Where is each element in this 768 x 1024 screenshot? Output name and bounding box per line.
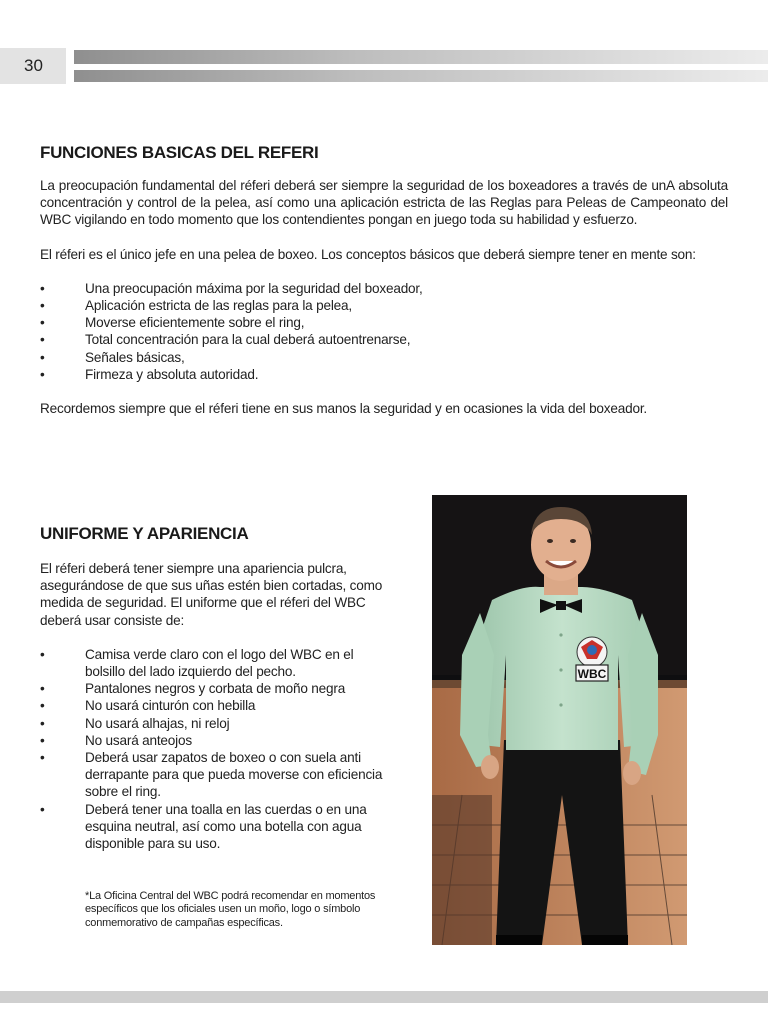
bullet-symbol: • [40, 732, 45, 748]
photo-floor [432, 795, 492, 945]
section-title-funciones: FUNCIONES BASICAS DEL REFERI [40, 143, 319, 162]
shirt-button [559, 668, 562, 671]
paragraph-preocupacion: La preocupación fundamental del réferi deberá ser siempre la seguridad de los boxeadores a través de unA absoluta concentración y control de la pelea, así como una aplicación estricta de las Reglas para Peleas de Campeonato del WBC vigilando en todo momento que los contendientes pongan en juego toda su habilidad y esfuerzo. [40, 178, 728, 228]
list-item [40, 366, 728, 383]
list-item [40, 314, 728, 331]
shirt-button [559, 633, 562, 636]
list-item-text: Señales básicas, [85, 349, 185, 365]
section-title-uniforme: UNIFORME Y APARIENCIA [40, 524, 249, 543]
list-item [40, 680, 390, 697]
section-uniforme [40, 524, 390, 852]
bullet-symbol: • [40, 750, 45, 766]
list-item-text: Deberá tener una toalla en las cuerdas o en una esquina neutral, así como una botella con agua disponible para su uso. [85, 801, 367, 852]
list-item-text: No usará cinturón con hebilla [85, 698, 256, 714]
list-item-text: Total concentración para la cual deberá autoentrenarse, [85, 332, 411, 348]
list-item [40, 646, 390, 680]
bullet-symbol: • [40, 298, 45, 314]
bullet-symbol: • [40, 681, 45, 697]
shirt-button [559, 703, 562, 706]
paragraph-recordemos: Recordemos siempre que el réferi tiene en sus manos la seguridad y en ocasiones la vida del boxeador. [40, 401, 647, 417]
list-item [40, 732, 390, 749]
list-item [40, 801, 390, 853]
list-item-text: Una preocupación máxima por la seguridad del boxeador, [85, 280, 423, 296]
page-number: 30 [0, 48, 66, 84]
referee-right-hand [623, 761, 641, 785]
bullet-symbol: • [40, 715, 45, 731]
referee-right-eye [570, 539, 576, 543]
bullet-symbol: • [40, 698, 45, 714]
bullet-symbol: • [40, 646, 45, 662]
list-item-text: No usará alhajas, ni reloj [85, 715, 230, 731]
list-item-text: Firmeza y absoluta autoridad. [85, 366, 259, 382]
bullet-list-uniforme [40, 646, 390, 852]
bullet-symbol: • [40, 280, 45, 296]
list-item [40, 715, 390, 732]
header-stripe-bottom [74, 70, 768, 82]
list-item-text: No usará anteojos [85, 732, 192, 748]
list-item-text: Moverse eficientemente sobre el ring, [85, 315, 305, 331]
paragraph-apariencia: El réferi deberá tener siempre una apariencia pulcra, asegurándose de que sus uñas estén bien cortadas, como medida de seguridad. El uniforme que el réferi del WBC deberá usar consiste de: [40, 561, 383, 628]
list-item [40, 331, 728, 348]
referee-left-eye [547, 539, 553, 543]
list-item [40, 697, 390, 714]
list-item [40, 349, 728, 366]
bullet-symbol: • [40, 332, 45, 348]
wbc-logo-text: WBC [577, 667, 607, 681]
bullet-symbol: • [40, 801, 45, 817]
wbc-logo-icon [576, 637, 608, 681]
paragraph-jefe: El réferi es el único jefe en una pelea de boxeo. Los conceptos básicos que deberá siempre tener en mente son: [40, 246, 696, 262]
referee-bow-tie-knot [556, 601, 566, 610]
referee-left-shoe [496, 935, 542, 945]
list-item [40, 280, 728, 297]
list-item-text: Pantalones negros y corbata de moño negra [85, 681, 346, 697]
referee-left-hand [481, 755, 499, 779]
footnote-wbc: *La Oficina Central del WBC podrá recomendar en momentos específicos que los oficiales usen un moño, logo o símbolo conmemorativo de campañas específicas. [85, 890, 376, 929]
list-item [40, 297, 728, 314]
bullet-list-conceptos [40, 280, 728, 383]
list-item-text: Deberá usar zapatos de boxeo o con suela anti derrapante para que pueda moverse con eficiencia sobre el ring. [85, 750, 383, 800]
referee-photo [432, 495, 687, 945]
list-item-text: Aplicación estricta de las reglas para la pelea, [85, 298, 352, 314]
list-item [40, 749, 390, 801]
bullet-symbol: • [40, 366, 45, 382]
list-item-text: Camisa verde claro con el logo del WBC en el bolsillo del lado izquierdo del pecho. [85, 646, 354, 680]
bullet-symbol: • [40, 349, 45, 365]
header-stripe-top [74, 50, 768, 64]
referee-right-shoe [582, 935, 628, 945]
section-funciones [40, 143, 728, 417]
bullet-symbol: • [40, 315, 45, 331]
footer-stripe [0, 991, 768, 1003]
